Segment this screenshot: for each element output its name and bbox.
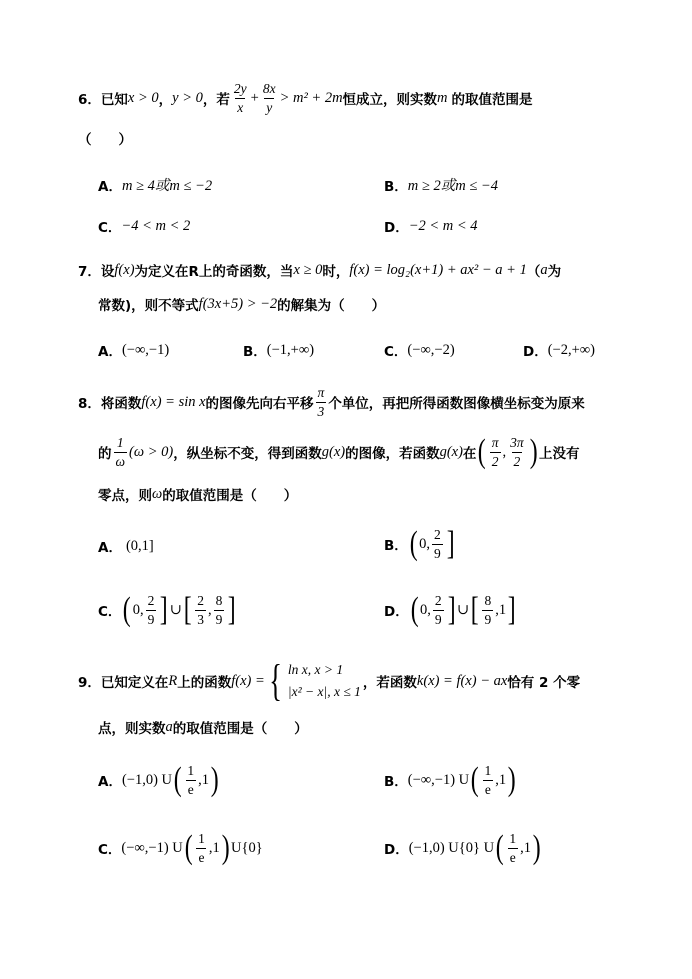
option-text: (−∞,−2) — [407, 341, 455, 358]
option-fraction: $\frac{2}{9}$ — [434, 527, 441, 561]
q6-plus: + — [250, 89, 259, 106]
left-bracket: [ — [470, 591, 479, 628]
q6-number: 6． — [78, 92, 101, 108]
right-bracket: ] — [447, 591, 456, 628]
option-text: ,1 — [495, 771, 507, 788]
q6-stem — [78, 82, 533, 114]
q6-inequality-rhs: > m² + 2m — [279, 89, 343, 106]
q8-text: 的 — [98, 446, 112, 462]
right-bracket: ] — [228, 591, 236, 628]
q6-option-d[interactable] — [384, 216, 478, 236]
left-bracket: [ — [183, 591, 192, 628]
q6-fraction-1: $\frac{2y}{x}$ — [233, 81, 247, 115]
option-label: A． — [98, 774, 122, 790]
option-label: C． — [98, 842, 122, 858]
q6-condition-y: y > 0 — [172, 89, 203, 106]
q8-text: 的取值范围是（ ） — [162, 488, 298, 504]
q9-text: 的取值范围是（ ） — [172, 721, 308, 737]
option-label: B． — [384, 538, 408, 554]
right-paren: ) — [507, 761, 516, 798]
option-text: (−1,0) U — [121, 771, 173, 788]
q7-text: 设 — [100, 264, 115, 280]
option-text: 0, — [132, 601, 144, 618]
q7-condition: x ≥ 0 — [293, 261, 323, 278]
q9-option-b[interactable] — [384, 758, 517, 802]
q7-text: 的解集为（ ） — [277, 298, 386, 314]
q9-case-2: |x² − x|, x ≤ 1 — [287, 684, 361, 699]
q8-function: f(x) = sin x — [141, 393, 206, 410]
option-text: 0, — [419, 535, 430, 552]
option-fraction: $\frac{2}{9}$ — [434, 593, 442, 627]
q9-text: ，若函数 — [362, 675, 417, 691]
q9-number: 9． — [78, 675, 101, 691]
right-paren: ) — [529, 433, 538, 470]
q8-text: 的图像先向右平移 — [205, 396, 314, 412]
q8-number: 8． — [78, 396, 101, 412]
option-text: (−2,+∞) — [547, 341, 595, 358]
union-symbol: ∪ — [169, 601, 182, 618]
option-label: C． — [98, 604, 122, 620]
q6-paren: （ ） — [78, 132, 132, 148]
left-paren: ( — [184, 829, 193, 866]
option-text: ,1 — [198, 771, 209, 788]
option-label: A． — [98, 540, 122, 556]
q8-option-b[interactable] — [384, 524, 456, 564]
q7-text: 时， — [322, 264, 350, 280]
q7-stem-line2 — [98, 294, 385, 314]
q8-interval-left: $\frac{\pi}{2}$ — [491, 435, 499, 469]
q8-option-c[interactable] — [98, 588, 238, 632]
q8-stem-line3 — [98, 484, 297, 504]
q8-text: ，纵坐标不变，得到函数 — [173, 446, 322, 462]
option-text: ,1 — [208, 839, 220, 856]
option-text: (−∞,−1) — [121, 341, 170, 358]
option-text: (0,1] — [125, 537, 154, 554]
q6-condition-x: x > 0 — [127, 89, 159, 106]
q7-inequality: f(3x+5) > −2 — [198, 295, 278, 312]
q8-option-a[interactable] — [98, 536, 154, 556]
q9-option-d[interactable] — [384, 826, 542, 870]
q8-gx: g(x) — [321, 443, 346, 460]
option-label: D． — [384, 220, 409, 236]
right-bracket: ] — [446, 525, 455, 562]
q9-text: 点，则实数 — [98, 721, 166, 737]
q6-text: 的取值范围是 — [451, 92, 533, 108]
q8-stem-line2 — [98, 432, 579, 472]
q8-omega-fraction: $\frac{1}{\omega}$ — [115, 435, 126, 469]
left-paren: ( — [173, 761, 182, 798]
comma: , — [207, 601, 212, 618]
q6-option-b[interactable] — [384, 174, 498, 195]
q8-text: 零点，则 — [98, 488, 152, 504]
option-text: 0, — [420, 601, 431, 618]
option-text: −2 < m < 4 — [408, 217, 478, 234]
q9-stem-line1 — [78, 656, 580, 706]
q9-option-c[interactable] — [98, 826, 263, 870]
q8-text: 的图像，若函数 — [345, 446, 440, 462]
q9-text: 上的函数 — [177, 675, 232, 691]
q7-fx: f(x) — [114, 261, 135, 278]
option-label: B． — [384, 178, 408, 195]
q7-option-a[interactable] — [98, 340, 169, 360]
q8-text: 上没有 — [538, 446, 580, 462]
q9-text: 恰有 2 个零 — [507, 675, 581, 691]
q9-case-1: ln x, x > 1 — [287, 662, 344, 677]
left-paren: ( — [410, 591, 419, 628]
q6-text: 已知 — [100, 92, 128, 108]
q6-var: m — [437, 89, 448, 106]
q6-fraction-2: $\frac{8x}{y}$ — [262, 81, 276, 115]
q6-text: 恒成立，则实数 — [342, 92, 438, 108]
union-symbol: ∪ — [457, 601, 470, 618]
option-text: (−1,+∞) — [266, 341, 315, 358]
q7-text: （ — [526, 264, 541, 280]
q7-expression: f(x) = log₂(x+1) + ax² − a + 1 — [349, 261, 527, 278]
q9-text: 已知定义在 — [100, 675, 169, 691]
option-label: B． — [384, 774, 408, 790]
q8-stem-line1 — [78, 386, 585, 418]
option-fraction: $\frac{2}{9}$ — [147, 593, 155, 627]
q7-var-a: a — [540, 261, 548, 278]
option-fraction: $\frac{8}{9}$ — [215, 593, 223, 627]
option-fraction: $\frac{1}{e}$ — [484, 763, 492, 797]
option-fraction: $\frac{2}{3}$ — [197, 593, 204, 627]
option-label: D． — [384, 604, 409, 620]
option-text: m ≥ 4或m ≤ −2 — [121, 178, 213, 194]
option-label: C． — [98, 220, 122, 236]
right-bracket: ] — [507, 591, 516, 628]
q7-text: 常数)，则不等式 — [98, 298, 199, 314]
option-text: ,1 — [495, 601, 507, 618]
option-label: A． — [98, 344, 122, 360]
option-label: A． — [98, 178, 122, 195]
q8-text: 个单位，再把所得函数图像横坐标变为原来 — [328, 396, 585, 412]
option-fraction: $\frac{1}{e}$ — [198, 831, 205, 865]
option-text: ,1 — [520, 839, 531, 856]
option-text: m ≥ 2或m ≤ −4 — [407, 178, 498, 194]
left-paren: ( — [123, 591, 132, 628]
option-text: (−∞,−1) U — [407, 771, 470, 788]
q9-piecewise — [288, 659, 361, 703]
q8-gx: g(x) — [439, 443, 463, 460]
q9-fx: f(x) = — [231, 672, 265, 689]
q7-option-c[interactable] — [384, 340, 455, 360]
left-paren: ( — [478, 433, 487, 470]
q9-domain: R — [168, 672, 178, 689]
q6-answer-paren — [78, 128, 132, 148]
q9-option-a[interactable] — [98, 758, 220, 802]
q8-interval-right: $\frac{3\pi}{2}$ — [510, 435, 524, 469]
q8-omega-condition: (ω > 0) — [129, 443, 174, 460]
comma: , — [502, 443, 507, 460]
option-fraction: $\frac{1}{e}$ — [187, 763, 195, 797]
q9-var-a: a — [165, 718, 173, 735]
option-label: D． — [384, 842, 409, 858]
right-paren: ) — [532, 829, 541, 866]
q8-text: 将函数 — [100, 396, 142, 412]
q7-text: 为 — [547, 264, 562, 280]
q7-stem-line1 — [78, 260, 561, 280]
q6-text: ， — [158, 92, 173, 108]
right-bracket: ] — [160, 591, 169, 628]
q9-kx: k(x) = f(x) − ax — [416, 672, 508, 689]
right-paren: ) — [210, 761, 219, 798]
q7-number: 7． — [78, 264, 101, 280]
q8-text: 在 — [462, 446, 477, 462]
option-label: D． — [523, 344, 548, 360]
q8-omega: ω — [152, 485, 163, 502]
option-label: B． — [243, 344, 267, 360]
option-text: (−∞,−1) U — [121, 839, 183, 856]
option-label: C． — [384, 344, 408, 360]
q6-text: ，若 — [202, 92, 230, 108]
q7-option-b[interactable] — [243, 340, 314, 360]
option-fraction: $\frac{1}{e}$ — [509, 831, 517, 865]
left-brace: { — [269, 656, 282, 705]
q8-option-d[interactable] — [384, 588, 517, 632]
q6-option-c[interactable] — [98, 216, 190, 236]
option-text: (−1,0) U{0} U — [408, 839, 495, 856]
option-fraction: $\frac{8}{9}$ — [484, 593, 492, 627]
q7-text: 为定义在R上的奇函数，当 — [134, 264, 294, 280]
option-text: −4 < m < 2 — [121, 217, 191, 234]
right-paren: ) — [221, 829, 230, 866]
q7-option-d[interactable] — [523, 340, 595, 360]
left-paren: ( — [495, 829, 504, 866]
q9-stem-line2 — [98, 717, 308, 737]
left-paren: ( — [409, 525, 418, 562]
option-text: U{0} — [231, 839, 263, 856]
q8-shift-fraction: $\frac{\pi}{3}$ — [317, 385, 325, 419]
q6-option-a[interactable] — [98, 174, 212, 195]
left-paren: ( — [470, 761, 479, 798]
